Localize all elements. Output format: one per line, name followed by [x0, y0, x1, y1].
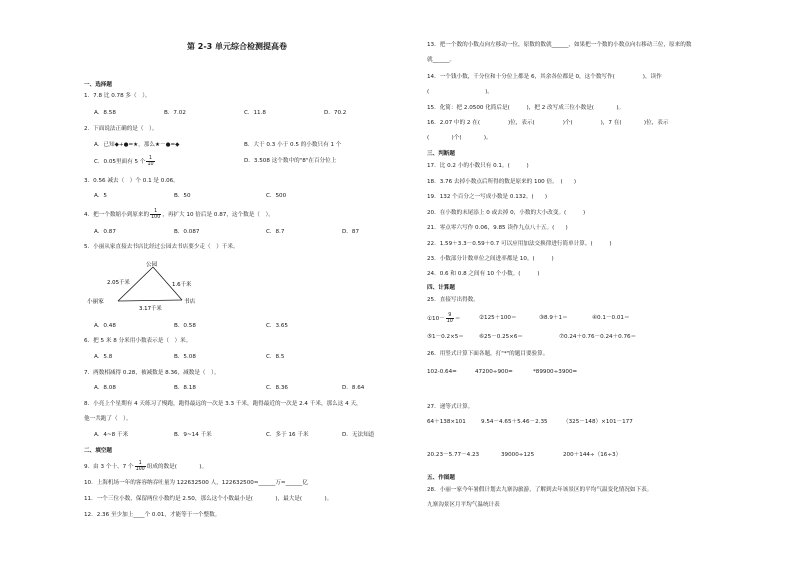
q3-option-c: C．500	[266, 193, 287, 199]
q6-option-a: A．5.8	[94, 354, 113, 360]
question-16-line-1: 16．2.07 中的 2 在( )位，表示( )个( )，7 在( )位，表示	[427, 120, 669, 126]
q5-option-a: A．0.48	[94, 323, 116, 329]
q7-option-a: A．8.08	[94, 385, 116, 391]
question-28: 28．小丽一家今年暑假计划去九寨沟旅游，了解到去年该景区的平均气温变化情况如下表。	[427, 487, 653, 493]
q7-option-b: B．8.18	[174, 385, 196, 391]
q25-item-7: ⑦0.24＋0.76－0.24＋0.76＝	[559, 334, 637, 340]
q27-item-5: 39000÷125	[501, 452, 535, 458]
question-23: 23．小数部分计数单位之间进率都是 10。( )	[427, 256, 554, 262]
question-25: 25．直接写出得数。	[427, 297, 479, 303]
question-8-line-2: 他一共跑了（ ）。	[84, 416, 132, 422]
section-heading-judge: 三、判断题	[427, 151, 455, 157]
route-home-store	[118, 300, 182, 301]
label-home: 小丽家	[87, 299, 104, 305]
q25-item-6: ⑥25－0.25×6＝	[479, 334, 524, 340]
q8-option-b: B．9~14 千米	[174, 432, 212, 438]
q1-option-d: D．70.2	[324, 110, 347, 116]
question-5: 5．小丽从家直接去书店比经过公园去书店要少走（ ）千米。	[84, 244, 239, 250]
question-19: 19．132 个百分之一写成小数是 0.132。( )	[427, 194, 548, 200]
question-13-line-1: 13．把一个数的小数点向左移动一位，原数的数就______，如果把一个数的小数点向右移动三位，原来的数	[427, 42, 692, 48]
question-2: 2．下面说法正确的是（ ）。	[84, 126, 158, 132]
question-7: 7．两数相减得 0.28，被减数是 8.36，减数是（ ）。	[84, 370, 220, 376]
q25-item-5: ⑤1－0.2×5＝	[427, 334, 464, 340]
q1-option-a: A．8.58	[94, 110, 116, 116]
section-heading-calc: 四、计算题	[427, 285, 455, 291]
q25-item-1: ①10－ $\frac{9}{10}$ ＝	[427, 313, 461, 324]
q25-item-3: ③8.9＋1＝	[539, 315, 568, 321]
question-22: 22．1.59＋3.3－0.59＋0.7 可以应用加法交换律进行简单计算。( )	[427, 241, 612, 247]
label-distance-1: 2.05千米	[107, 280, 130, 286]
section-heading-draw: 五、作图题	[427, 475, 455, 481]
q4-option-b: B．0.087	[174, 229, 200, 235]
q25-item-2: ②125＋100＝	[479, 315, 517, 321]
fraction: $\frac{1}{10}$	[147, 156, 154, 167]
q4-option-a: A．0.87	[94, 229, 116, 235]
q26-item-3: *89900÷3900=	[533, 369, 578, 375]
q3-option-a: A．5	[94, 193, 107, 199]
label-distance-3: 3.17千米	[139, 306, 162, 312]
q25-item-4: ④0.1－0.01＝	[592, 315, 630, 321]
label-park: 公园	[146, 262, 158, 268]
q5-option-c: C．3.65	[266, 323, 288, 329]
question-17: 17．比 0.2 小的小数只有 0.1。( )	[427, 163, 529, 169]
q27-item-6: 200＋144÷（16÷3）	[563, 452, 622, 458]
question-11: 11．一个三位小数，保留两位小数约是 2.50，那么这个小数最小是( )，最大是( )。	[84, 496, 333, 502]
label-distance-2: 1.6千米	[172, 282, 192, 288]
q27-item-3: （325－148）×101－177	[563, 419, 633, 425]
q2-option-d: D．3.508 这个数中的"8"在百分位上	[244, 158, 337, 164]
q2-option-b: B．大于 0.3 小于 0.5 的小数只有 1 个	[244, 142, 342, 148]
q8-option-a: A．4~8 千米	[94, 432, 129, 438]
fraction: $\frac{1}{100}$	[135, 461, 145, 472]
question-4: 4．把一个数缩小到原来的 $\frac{1}{100}$ ，再扩大 10 倍后是 0.87，这个数是（ ）。	[84, 209, 274, 220]
page-title: 第 2-3 单元综合检测提高卷	[187, 42, 288, 51]
label-store: 书店	[184, 299, 196, 305]
fraction: $\frac{9}{10}$	[446, 313, 453, 324]
question-26: 26．用竖式计算下面各题，打"*"的题目要验算。	[427, 351, 549, 357]
question-14-line-2: ( )。	[427, 89, 493, 95]
q6-option-b: B．5.08	[174, 354, 196, 360]
question-14-line-1: 14．一个钱小数，千分位和十分位上都是 6，其余各位都是 0，这个数写作( )，读作	[427, 74, 662, 80]
q3-option-b: B．50	[174, 193, 191, 199]
question-21: 21．零点零六写作 0.06，9.85 读作九点八十五。( )	[427, 225, 568, 231]
q26-item-2: 47200÷900=	[475, 369, 513, 375]
question-3: 3．0.56 减去（ ）个 0.1 是 0.06。	[84, 178, 179, 184]
section-heading-fill: 二、填空题	[84, 448, 112, 454]
section-heading-choice: 一、选择题	[84, 82, 112, 88]
question-16-line-2: ( )个( )。	[427, 135, 492, 141]
question-8-line-1: 8．小亮上个星期有 4 天练习了慢跑，跑得最远的一次是 3.3 千米，跑得最近的一次是 2.4 千米，那么这 4 天，	[84, 401, 362, 407]
q5-option-b: B．0.58	[174, 323, 196, 329]
q7-option-d: D．8.64	[342, 385, 365, 391]
question-9: 9．由 3 个十、7 个 $\frac{1}{100}$ 组成的数是( )。	[84, 461, 208, 472]
question-1: 1．7.8 比 0.78 多（ ）。	[84, 93, 151, 99]
q7-option-c: C．8.36	[266, 385, 288, 391]
fraction: $\frac{1}{100}$	[151, 209, 161, 220]
q27-item-4: 20.23－5.77－4.23	[427, 452, 480, 458]
question-20: 20．在小数的末尾添上 0 或去掉 0，小数的大小改变。( )	[427, 210, 586, 216]
q4-option-d: D．87	[342, 229, 360, 235]
question-6: 6．把 5 米 8 分米用小数表示是（ ）米。	[84, 338, 192, 344]
q26-item-1: 102-0.64=	[427, 369, 457, 375]
q8-option-d: D．无法知道	[342, 432, 375, 438]
q6-option-c: C．8.5	[266, 354, 285, 360]
q2-option-c: C．0.05里面有 5 个 $\frac{1}{10}$	[94, 156, 154, 167]
q5-route-diagram	[84, 258, 224, 318]
question-18: 18．3.76 去掉小数点后所得的数是原来的 100 倍。 ( )	[427, 179, 577, 185]
question-24: 24．0.6 和 0.8 之间有 10 个小数。( )	[427, 271, 540, 277]
q1-option-c: C．11.8	[244, 110, 266, 116]
q2-option-a: A．已知◆+●=★，那么★－●=◆	[94, 142, 180, 148]
q1-option-b: B．7.02	[164, 110, 186, 116]
question-27: 27．递等式计算。	[427, 404, 474, 410]
q28-table-title: 九寨沟景区月平均气温统计表	[427, 502, 500, 508]
question-15: 15．化简：把 2.0500 化简后是( )，把 2 改写成三位小数是( )。	[427, 105, 625, 111]
q4-option-c: C．8.7	[266, 229, 285, 235]
question-12: 12．2.36 至少加上____个 0.01，才能等于一个整数。	[84, 512, 221, 518]
q8-option-c: C．多于 16 千米	[266, 432, 309, 438]
question-13-line-2: 就______。	[427, 57, 455, 63]
q27-item-1: 64＋138×101	[427, 419, 466, 425]
q27-item-2: 9.54－4.65＋5.46－2.35	[481, 419, 548, 425]
question-10: 10．上海机场一年的客容纳吞吐量为 122632500 人，122632500≈______万≈______亿	[84, 480, 308, 486]
